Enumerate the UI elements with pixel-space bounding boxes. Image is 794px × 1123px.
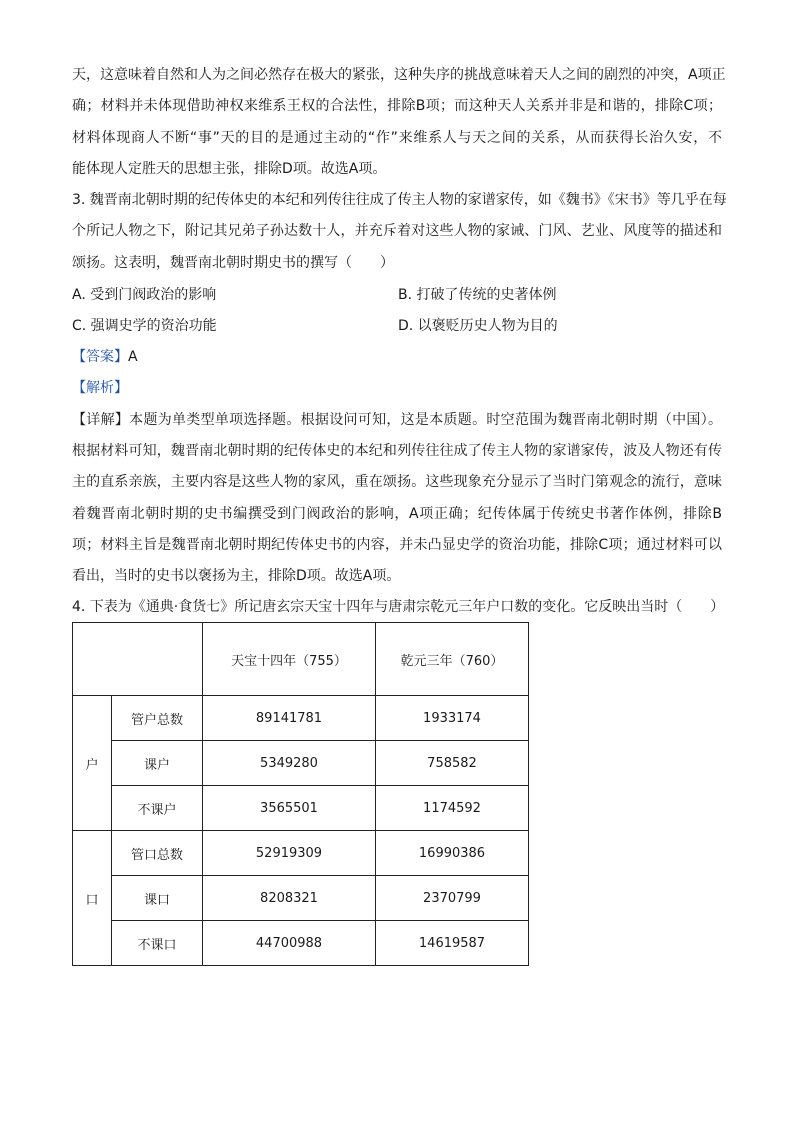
- analysis-tag: 【解析】: [72, 380, 128, 396]
- table-row: [73, 921, 529, 966]
- column-header: 天宝十四年（755）: [203, 623, 376, 696]
- table-cell: 8208321: [203, 876, 376, 921]
- answer-tag: 【答案】: [72, 349, 128, 365]
- detail-line: 根据材料可知，魏晋南北朝时期的纪传体史的本纪和列传往往成了传主人物的家谱家传，波及人物还有传: [72, 443, 722, 459]
- detail-line: 主的直系亲族，主要内容是这些人物的家风，重在颂扬。这些现象充分显示了当时门第观念的流行，意味: [72, 474, 722, 490]
- row-label: 不课户: [112, 786, 203, 831]
- table-cell: 14619587: [376, 921, 529, 966]
- row-label: 不课口: [112, 921, 203, 966]
- option-d: D. 以褒贬历史人物为目的: [398, 318, 558, 334]
- population-table: [72, 622, 529, 966]
- option-a: A. 受到门阀政治的影响: [72, 287, 217, 303]
- table-cell: 16990386: [376, 831, 529, 876]
- text-line: 确；材料并未体现借助神权来维系王权的合法性，排除B项；而这种天人关系并非是和谐的，排除C项；: [72, 98, 722, 114]
- table-row: [73, 831, 529, 876]
- group-label: 口: [73, 831, 112, 966]
- option-b: B. 打破了传统的史著体例: [398, 287, 557, 303]
- detail-line: 看出，当时的史书以褒扬为主，排除D项。故选A项。: [72, 568, 401, 584]
- detail-line: 着魏晋南北朝时期的史书编撰受到门阀政治的影响，A项正确；纪传体属于传统史书著作体例，排除B: [72, 506, 722, 522]
- detail-line: 项；材料主旨是魏晋南北朝时期纪传体史书的内容，并未凸显史学的资治功能，排除C项；通过材料可以: [72, 537, 722, 553]
- text-line: 材料体现商人不断“事”天的目的是通过主动的“作”来维系人与天之间的关系，从而获得长治久安，不: [72, 130, 722, 146]
- table-cell: 5349280: [203, 741, 376, 786]
- table-cell: 52919309: [203, 831, 376, 876]
- table-cell: 758582: [376, 741, 529, 786]
- row-label: 管户总数: [112, 696, 203, 741]
- table-row: [73, 786, 529, 831]
- table-cell: 44700988: [203, 921, 376, 966]
- row-label: 管口总数: [112, 831, 203, 876]
- table-row: [73, 741, 529, 786]
- table-cell: 3565501: [203, 786, 376, 831]
- text-line: 天，这意味着自然和人为之间必然存在极大的紧张，这种失序的挑战意味着天人之间的剧烈的冲突，A项正: [72, 67, 726, 83]
- detail-line: 【详解】本题为单类型单项选择题。根据设问可知，这是本质题。时空范围为魏晋南北朝时期（中国）。: [72, 412, 722, 428]
- row-label: 课口: [112, 876, 203, 921]
- row-label: 课户: [112, 741, 203, 786]
- option-c: C. 强调史学的资治功能: [72, 318, 217, 334]
- question-3-stem: 3. 魏晋南北朝时期的纪传体史的本纪和列传往往成了传主人物的家谱家传，如《魏书》《宋书》等几乎在每: [72, 192, 727, 208]
- table-cell: 1933174: [376, 696, 529, 741]
- table-corner-cell: [73, 623, 203, 696]
- question-4-stem: 4. 下表为《通典·食货七》所记唐玄宗天宝十四年与唐肃宗乾元三年户口数的变化。它反映出当时（ ）: [72, 599, 725, 615]
- answer-line: [72, 347, 138, 367]
- answer-value: A: [128, 349, 138, 365]
- question-3-stem: 个所记人物之下，附记其兄弟子孙达数十人，并充斥着对这些人物的家诫、门风、艺业、风度等的描述和: [72, 223, 722, 239]
- table-header-row: [73, 623, 529, 696]
- table-row: [73, 876, 529, 921]
- text-line: 能体现人定胜天的思想主张，排除D项。故选A项。: [72, 161, 387, 177]
- table-cell: 1174592: [376, 786, 529, 831]
- table-row: [73, 696, 529, 741]
- group-label: 户: [73, 696, 112, 831]
- question-3-stem: 颂扬。这表明，魏晋南北朝时期史书的撰写（ ）: [72, 255, 394, 271]
- table-cell: 2370799: [376, 876, 529, 921]
- column-header: 乾元三年（760）: [376, 623, 529, 696]
- table-cell: 89141781: [203, 696, 376, 741]
